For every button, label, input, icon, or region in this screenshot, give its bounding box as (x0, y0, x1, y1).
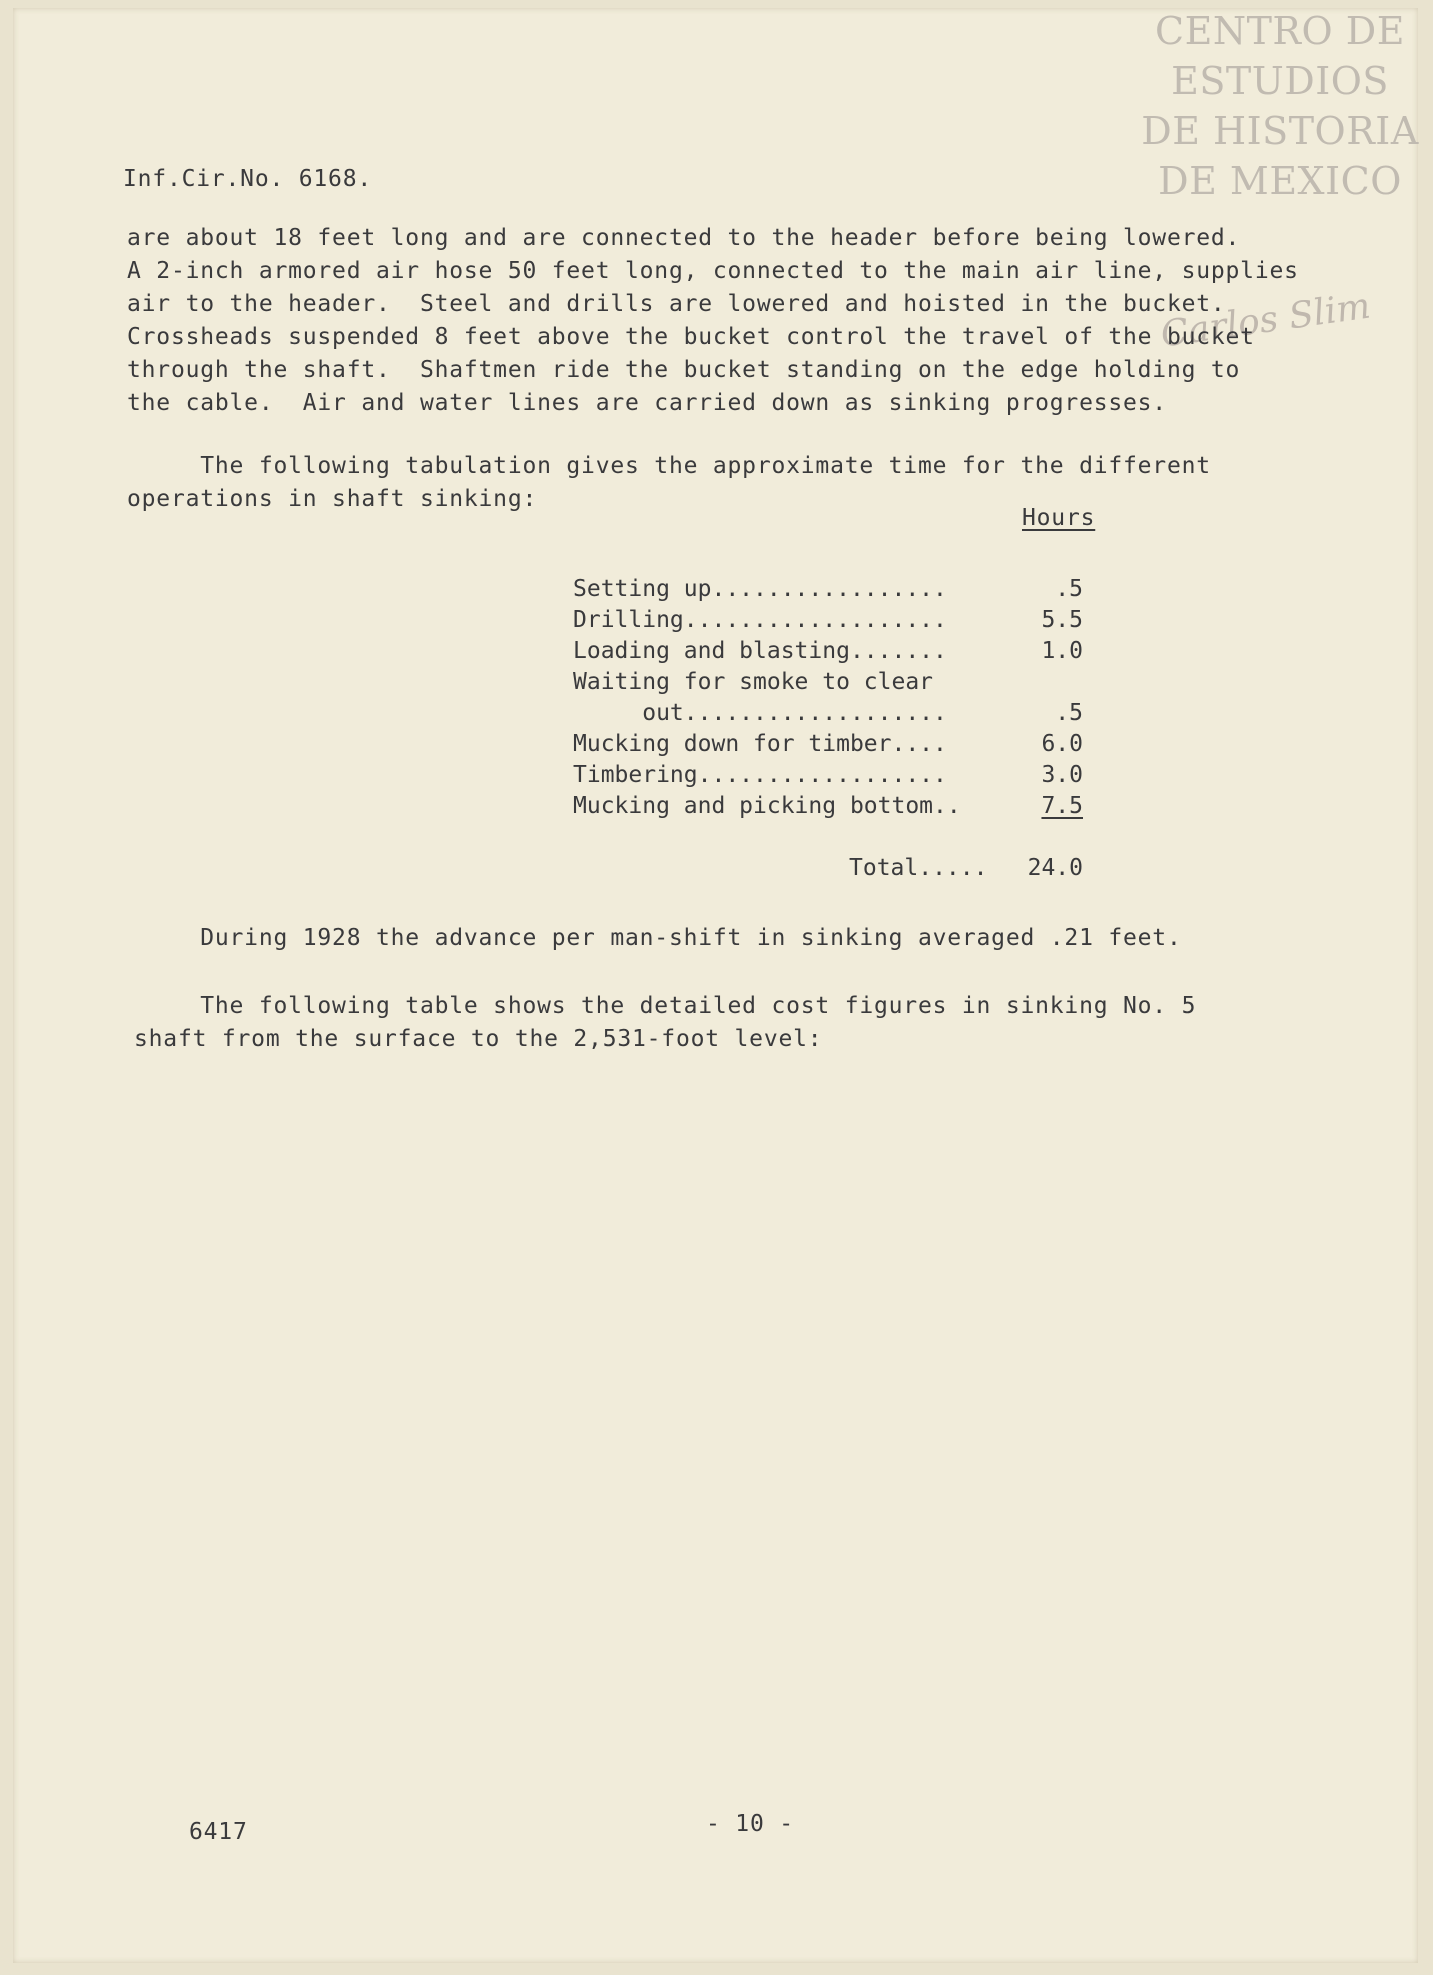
row-value: 5.5 (1041, 607, 1083, 633)
row-label: Mucking and picking bottom.. (573, 793, 961, 819)
stamp-line: DE HISTORIA (1141, 109, 1419, 153)
text-line: air to the header. Steel and drills are lowered and hoisted in the bucket. (127, 291, 1226, 317)
stamp-line: CENTRO DE (1155, 9, 1405, 53)
text-line: shaft from the surface to the 2,531-foot level: (134, 1026, 823, 1052)
document-number: 6417 (189, 1819, 248, 1845)
archive-stamp (1130, 6, 1430, 206)
text-line: A 2-inch armored air hose 50 feet long, connected to the main air line, supplies (127, 258, 1299, 284)
text-line: are about 18 feet long and are connected to the header before being lowered. (127, 225, 1241, 251)
row-value: 7.5 (1041, 793, 1083, 819)
text-line: through the shaft. Shaftmen ride the bucket standing on the edge holding to (127, 357, 1241, 383)
row-label: out................... (573, 700, 947, 726)
hours-column-header: Hours (1022, 505, 1096, 531)
text-line: the cable. Air and water lines are carried down as sinking progresses. (127, 390, 1167, 416)
page-number: - 10 - (706, 1811, 794, 1837)
paragraph-1928-advance: During 1928 the advance per man-shift in sinking averaged .21 feet. (127, 925, 1182, 951)
text-line: The following tabulation gives the approximate time for the different (127, 453, 1211, 479)
row-label: Loading and blasting....... (573, 638, 947, 664)
text-line: Crossheads suspended 8 feet above the bucket control the travel of the bucket (127, 324, 1255, 350)
row-label: Setting up................. (573, 576, 947, 602)
row-label: Waiting for smoke to clear (573, 669, 934, 695)
row-label: Drilling................... (573, 607, 947, 633)
row-value: .5 (1055, 576, 1083, 602)
total-value: 24.0 (1027, 855, 1083, 881)
row-label: Mucking down for timber.... (573, 731, 947, 757)
circular-header: Inf.Cir.No. 6168. (123, 166, 373, 192)
row-value: .5 (1055, 700, 1083, 726)
stamp-line: DE MEXICO (1158, 159, 1402, 203)
row-value: 3.0 (1041, 762, 1083, 788)
row-label: Timbering.................. (573, 762, 947, 788)
stamp-line: ESTUDIOS (1171, 59, 1389, 103)
total-label: Total..... (849, 855, 988, 881)
handwritten-signature: Carlos Slim (1158, 285, 1373, 356)
text-line: The following table shows the detailed cost figures in sinking No. 5 (127, 993, 1197, 1019)
text-line: operations in shaft sinking: (127, 486, 538, 512)
row-value: 1.0 (1041, 638, 1083, 664)
row-value: 6.0 (1041, 731, 1083, 757)
